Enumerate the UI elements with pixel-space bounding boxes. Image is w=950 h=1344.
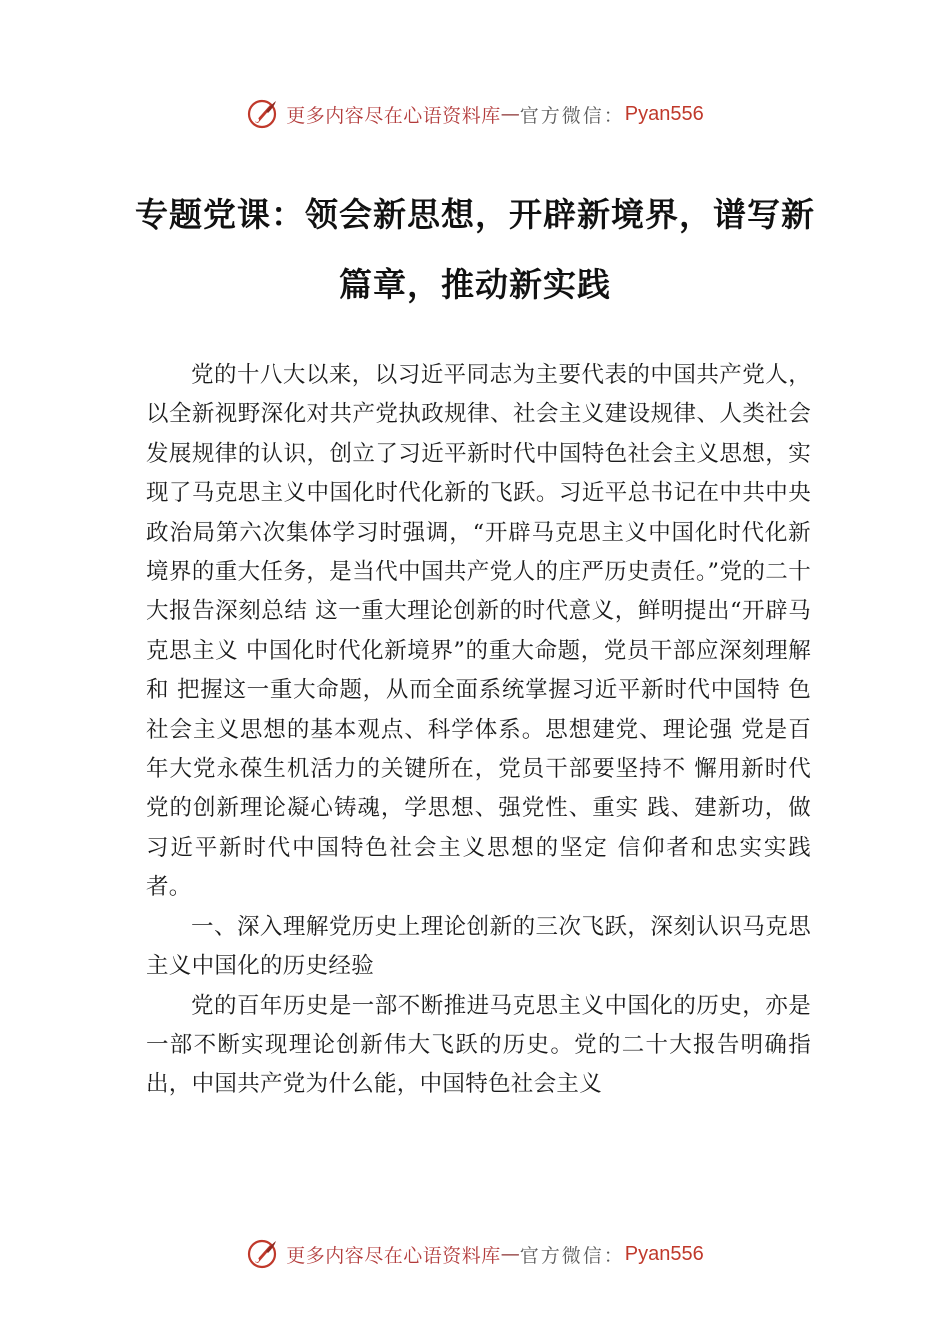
section-heading-1: 一、深入理解党历史上理论创新的三次飞跃，深刻认识马克思主义中国化的历史经验 [146, 913, 811, 980]
banner-wechat-label: 官方微信： [519, 104, 625, 127]
document-title: 专题党课：领会新思想，开辟新境界，谱写新篇章，推动新实践 [135, 195, 815, 304]
banner-text: 更多内容尽在心语资料库 [286, 104, 501, 127]
document-body [146, 356, 811, 1105]
banner-separator: — [500, 103, 520, 125]
banner-wechat-id: Pyan556 [624, 1242, 704, 1265]
banner-wechat-label: 官方微信： [519, 1244, 625, 1267]
banner-separator: — [500, 1243, 520, 1265]
paragraph-intro: 党的十八大以来，以习近平同志为主要代表的中国共产党人，以全新视野深化对共产党执政规律、社会主义建设规律、人类社会发展规律的认识，创立了习近平新时代中国特色社会主义思想，实现了马克思主义中国化时代化新的飞跃。习近平总书记在中共中央政治局第六次集体学习时强调，“开辟马克思主义中国化时代化新境界的重大任务，是当代中国共产党人的庄严历史责任。”党的二十大报告深刻总结 这一重大理论创新的时代意义，鲜明提出“开辟马克思主义 中国化时代化新境界”的重大命题，党员干部应深刻理解和 把握这一重大命题，从而全面系统掌握习近平新时代中国特 色社会主义思想的基本观点、科学体系。思想建党、理论强 党是百年大党永葆生机活力的关键所在，党员干部要坚持不 懈用新时代党的创新理论凝心铸魂，学思想、强党性、重实 践、建新功，做习近平新时代中国特色社会主义思想的坚定 信仰者和忠实实践者。 [146, 362, 811, 901]
banner-wechat-id: Pyan556 [624, 102, 704, 125]
quill-logo-icon [246, 97, 280, 131]
quill-logo-icon [246, 1237, 280, 1271]
header-banner [0, 94, 950, 134]
banner-text: 更多内容尽在心语资料库 [286, 1244, 501, 1267]
footer-banner [0, 1234, 950, 1274]
paragraph-section-1: 党的百年历史是一部不断推进马克思主义中国化的历史，亦是一部不断实现理论创新伟大飞跃的历史。党的二十大报告明确指出，中国共产党为什么能，中国特色社会主义 [146, 992, 811, 1098]
